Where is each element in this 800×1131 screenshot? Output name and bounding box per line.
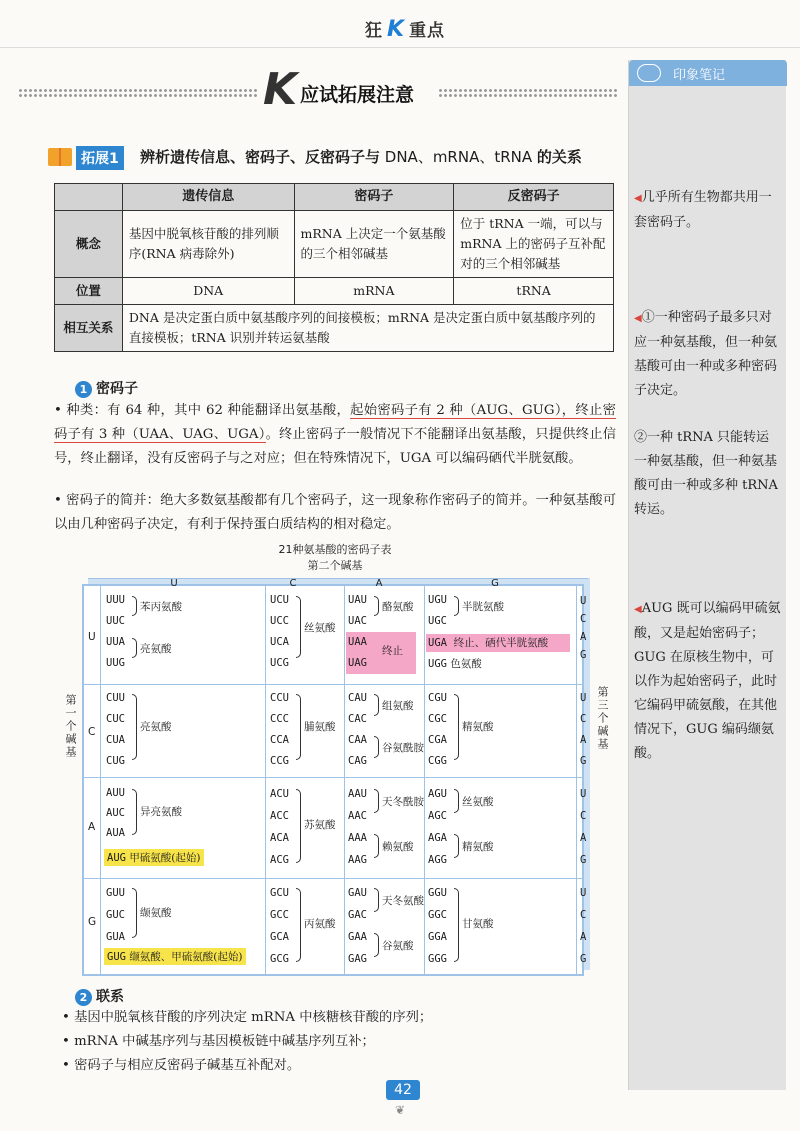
cell-UC: UCU UCC UCA UCG: [270, 594, 289, 669]
cell-AC: ACU ACC ACA ACG: [270, 788, 289, 866]
banner-k-logo: K: [263, 64, 298, 115]
cell-CG: CGU CGC CGA CGG: [428, 692, 447, 767]
banner-dots-right: [438, 88, 618, 98]
aug-start-highlight: AUG 甲硫氨酸(起始): [104, 849, 204, 866]
triangle-marker-icon: ◀: [634, 193, 642, 204]
cell-CA: CAU CAC CAA CAG: [348, 692, 367, 767]
link-bullet-1: • 基因中脱氧核苷酸的序列决定 mRNA 中核糖核苷酸的序列；: [62, 1010, 433, 1025]
codon-table-title: 21种氨基酸的密码子表: [278, 543, 392, 556]
cell-CU: CUU CUC CUA CUG: [106, 692, 125, 767]
first-base-U: U: [88, 631, 96, 643]
codon-table: U C A G U C A G 第一个碱基 第三个碱基 U C A G U C A G U C A G U C A G UUU UUC UUA UUG 苯丙氨酸 亮氨酸 UCU UCC UCA UCG 丝氨酸 UAU UAC 酪氨酸 UAA UAG 终止 UGU UGC 半胱氨酸 UGA 终止、硒代半胱氨酸 UGG 色氨酸 CUU CUC CUA CUG 亮氨酸 CCU CCC CCA CCG 脯氨酸 CAU CAC CAA CAG 组氨酸 谷氨酰胺 CGU CGC CGA CGG 精氨酸 AUU AUC AUA 异亮氨酸 AUG 甲硫氨酸(起始) ACU ACC ACA ACG 苏氨酸 AAU AAC AAA AAG 天冬酰胺 赖氨酸 AGU AGC AGA AGG 丝氨酸 精氨酸 GUU GUC GUA 缬氨酸 GUG 缬氨酸、甲硫氨酸(起始) GCU GCC GCA GCG 丙氨酸 GAU GAC GAA GAG 天冬氨酸 谷氨酸 GGU GGC GGA GGG 甘氨酸: [58, 576, 608, 978]
table-row-relation: 相互关系 DNA 是决定蛋白质中氨基酸序列的间接模板；mRNA 是决定蛋白质中氨基酸序列的直接模板；tRNA 识别并转运氨基酸: [55, 305, 614, 352]
cell-UA: UAU UAC: [348, 594, 367, 627]
second-base-G: G: [491, 578, 499, 589]
cell-UU: UUU UUC UUA UUG: [106, 594, 125, 669]
cell-AG: AGU AGC AGA AGG: [428, 788, 447, 866]
cell-UG: UGU UGC: [428, 594, 447, 627]
first-base-G: G: [88, 916, 97, 928]
page-header: [0, 0, 800, 58]
book-icon: [48, 148, 72, 166]
table-row-position: 位置 DNA mRNA tRNA: [55, 278, 614, 305]
codon-table-subtitle: 第二个碱基: [307, 559, 363, 572]
third-bases-C: U C A G: [580, 692, 587, 767]
first-base-A: A: [88, 821, 96, 833]
banner-dots-left: [18, 88, 258, 98]
section-heading: [44, 145, 614, 171]
second-base-U: U: [170, 578, 178, 589]
cloud-icon: [637, 64, 661, 82]
section-tag: 拓展1: [76, 146, 124, 170]
link-subheading: 2 联系: [75, 986, 124, 1006]
section-banner: [18, 64, 618, 116]
header-title-post: 重点: [409, 21, 446, 41]
bird-icon: ❦: [395, 1103, 406, 1117]
third-bases-G: U C A G: [580, 887, 587, 965]
cell-GU: GUU GUC GUA: [106, 887, 125, 943]
section-title: 辨析遗传信息、密码子、反密码子与 DNA、mRNA、tRNA 的关系: [140, 148, 582, 166]
first-base-label: 第一个碱基: [64, 694, 77, 759]
triangle-marker-icon: ◀: [634, 313, 642, 324]
notes-tab-label: 印象笔记: [673, 68, 726, 83]
gug-start-highlight: GUG 缬氨酸、甲硫氨酸(起始): [104, 948, 246, 965]
comparison-table: [54, 183, 614, 352]
cell-AA: AAU AAC AAA AAG: [348, 788, 367, 866]
third-bases-U: U C A G: [580, 595, 587, 661]
notes-tab: [629, 60, 787, 86]
header-divider: [0, 47, 800, 48]
cell-GC: GCU GCC GCA GCG: [270, 887, 289, 965]
codon-subheading: 1 密码子: [75, 378, 138, 398]
number-badge: 2: [75, 989, 92, 1006]
table-header-row: 遗传信息 密码子 反密码子: [55, 184, 614, 211]
codon-types-paragraph: • 种类：有 64 种，其中 62 种能翻译出氨基酸，起始密码子有 2 种（AUG、GUG），终止密码子有 3 种（UAA、UAG、UGA）。终止密码子一般情况下不能翻译出氨基酸，只提供终止信号，终止翻译，没有反密码子与之对应；但在特殊情况下，UGA 可以编码硒代半胱氨酸。: [54, 403, 617, 466]
note-3: ②一种 tRNA 只能转运一种氨基酸，但一种氨基酸可由一种或多种 tRNA 转运。: [634, 430, 778, 517]
note-1: ◀几乎所有生物都共用一套密码子。: [634, 190, 772, 230]
cell-CC: CCU CCC CCA CCG: [270, 692, 289, 767]
first-base-C: C: [88, 726, 96, 738]
codon-degeneracy-paragraph: • 密码子的简并：绝大多数氨基酸都有几个密码子，这一现象称作密码子的简并。一种氨基酸可以由几种密码子决定，有利于保持蛋白质结构的相对稳定。: [54, 493, 616, 532]
link-bullet-3: • 密码子与相应反密码子碱基互补配对。: [62, 1058, 301, 1073]
third-base-label: 第三个碱基: [596, 686, 609, 751]
notes-sidebar: [628, 60, 786, 1090]
third-bases-A: U C A G: [580, 788, 587, 866]
number-badge: 1: [75, 381, 92, 398]
cell-AU: AUU AUC AUA: [106, 787, 125, 839]
header-k-logo: K: [387, 17, 406, 42]
note-4: ◀AUG 既可以编码甲硫氨酸，又是起始密码子；GUG 在原核生物中，可以作为起始密码子，此时它编码甲硫氨酸，在其他情况下，GUG 编码缬氨酸。: [634, 601, 781, 761]
second-base-C: C: [289, 578, 297, 589]
banner-title: 应试拓展注意: [300, 84, 415, 106]
table-row-concept: 概念 基因中脱氧核苷酸的排列顺序(RNA 病毒除外) mRNA 上决定一个氨基酸的三个相邻碱基 位于 tRNA 一端，可以与 mRNA 上的密码子互补配对的三个相邻碱基: [55, 211, 614, 278]
header-title-pre: 狂: [365, 21, 383, 41]
second-base-A: A: [375, 578, 383, 589]
cell-GG: GGU GGC GGA GGG: [428, 887, 447, 965]
triangle-marker-icon: ◀: [634, 604, 642, 615]
note-2: ◀①一种密码子最多只对应一种氨基酸，但一种氨基酸可由一种或多种密码子决定。: [634, 310, 778, 398]
cell-GA: GAU GAC GAA GAG: [348, 887, 367, 965]
page-number: 42: [386, 1080, 420, 1100]
header-title: [365, 16, 445, 42]
link-bullet-2: • mRNA 中碱基序列与基因模板链中碱基序列互补；: [62, 1034, 375, 1049]
